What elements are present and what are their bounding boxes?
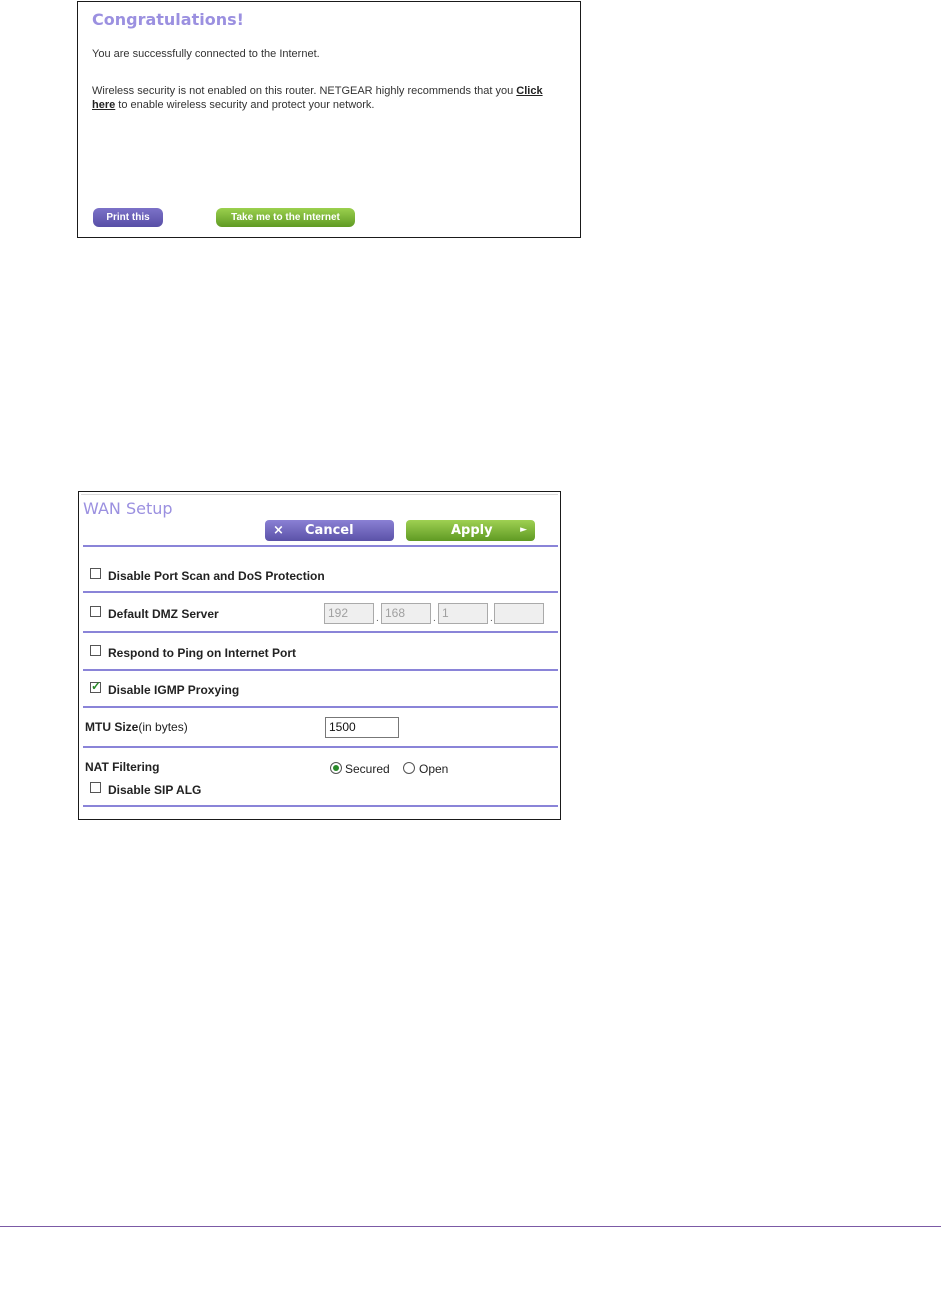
divider: [83, 805, 558, 807]
mtu-input[interactable]: 1500: [325, 717, 399, 738]
sip-alg-label: Disable SIP ALG: [108, 783, 202, 797]
wan-setup-panel: [78, 491, 561, 820]
nat-filtering-label: NAT Filtering: [85, 760, 160, 774]
port-scan-checkbox[interactable]: [90, 568, 101, 579]
mtu-label-text: MTU Size: [85, 720, 139, 734]
warning-tail: to enable wireless security and protect your network.: [115, 99, 375, 111]
sip-alg-checkbox[interactable]: [90, 782, 101, 793]
nat-secured-radio[interactable]: [330, 762, 342, 774]
here-link[interactable]: here: [92, 99, 116, 111]
arrow-right-icon: ►: [520, 525, 527, 535]
warning-text: Wireless security is not enabled on this router. NETGEAR highly recommends that you: [92, 85, 517, 97]
dmz-ip-octet-3[interactable]: 1: [438, 603, 488, 624]
congrats-title: Congratulations!: [92, 10, 244, 29]
footer-rule: [0, 1226, 941, 1227]
ip-dot: .: [490, 613, 493, 624]
ping-label: Respond to Ping on Internet Port: [108, 646, 296, 660]
checkmark-icon: ✓: [91, 679, 102, 693]
divider: [83, 746, 558, 748]
divider: [83, 706, 558, 708]
top-border: [81, 494, 558, 495]
dmz-ip-octet-1[interactable]: 192: [324, 603, 374, 624]
dmz-checkbox[interactable]: [90, 606, 101, 617]
port-scan-label: Disable Port Scan and DoS Protection: [108, 569, 325, 583]
nat-secured-label: Secured: [345, 762, 390, 776]
connected-message: You are successfully connected to the Internet.: [92, 48, 320, 60]
dmz-ip-octet-4[interactable]: [494, 603, 544, 624]
cancel-label: Cancel: [305, 523, 354, 538]
dmz-label: Default DMZ Server: [108, 607, 219, 621]
ip-dot: .: [433, 613, 436, 624]
radio-selected-dot: [333, 765, 339, 771]
wan-setup-title: WAN Setup: [83, 499, 173, 518]
apply-label: Apply: [451, 523, 493, 538]
igmp-label: Disable IGMP Proxying: [108, 683, 240, 697]
dmz-ip-octet-2[interactable]: 168: [381, 603, 431, 624]
ping-checkbox[interactable]: [90, 645, 101, 656]
apply-button[interactable]: [406, 520, 535, 541]
divider: [83, 631, 558, 633]
divider: [83, 591, 558, 593]
mtu-unit: (in bytes): [138, 720, 188, 734]
mtu-label: [85, 720, 188, 734]
security-warning: [92, 84, 572, 112]
divider: [83, 669, 558, 671]
igmp-checkbox[interactable]: [90, 679, 102, 693]
click-link[interactable]: Click: [516, 85, 543, 97]
cancel-button[interactable]: [265, 520, 394, 541]
print-this-button[interactable]: Print this: [93, 208, 163, 227]
divider: [83, 545, 558, 547]
nat-open-radio[interactable]: [403, 762, 415, 774]
ip-dot: .: [376, 613, 379, 624]
congratulations-panel: [77, 1, 581, 238]
close-icon: ×: [273, 523, 284, 538]
take-me-to-internet-button[interactable]: Take me to the Internet: [216, 208, 355, 227]
nat-open-label: Open: [419, 762, 449, 776]
